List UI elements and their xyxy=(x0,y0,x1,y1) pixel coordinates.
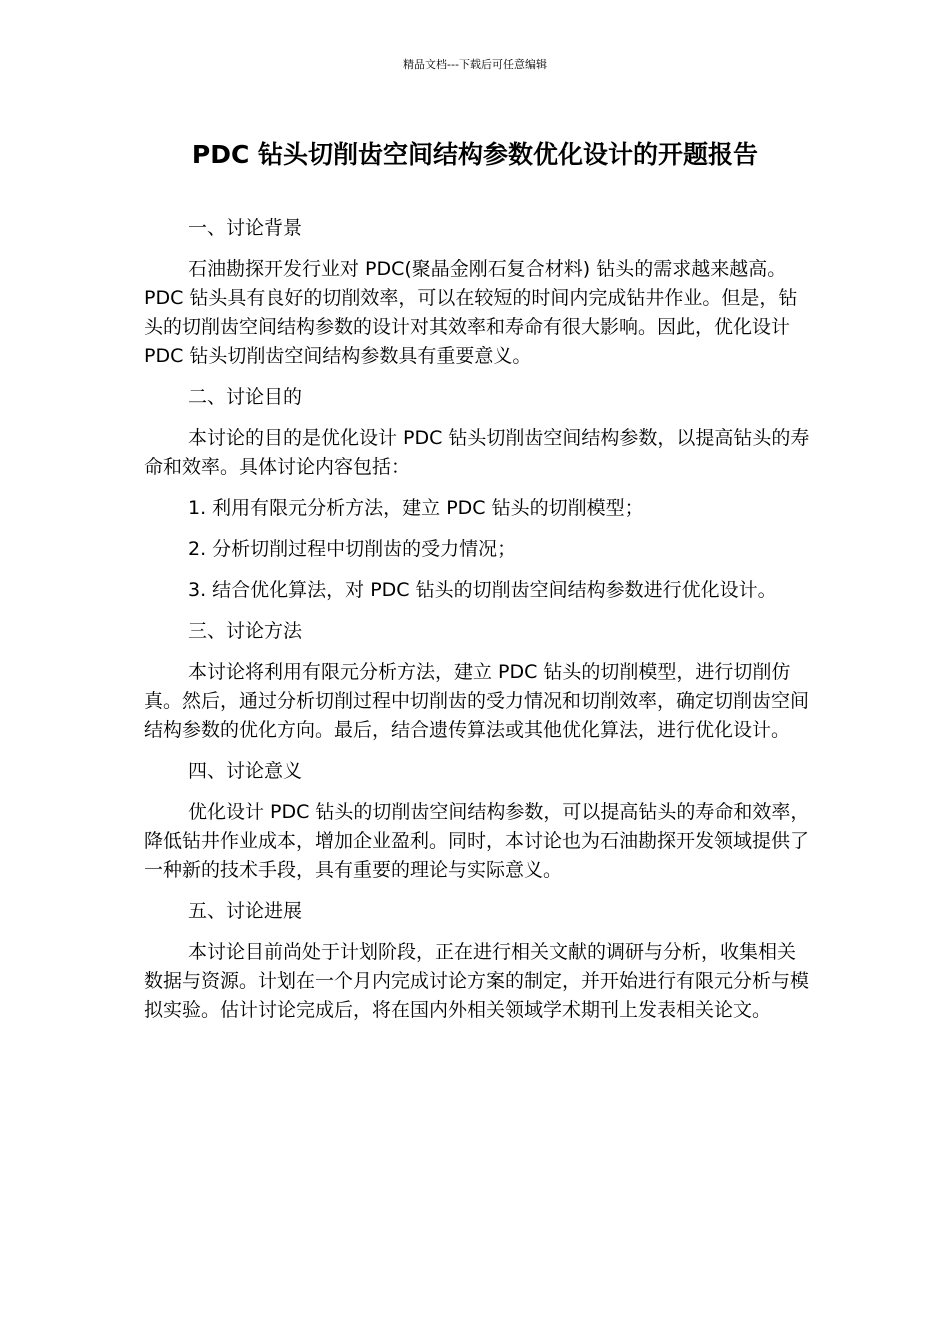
section-progress xyxy=(144,897,814,1025)
document-body xyxy=(144,214,814,1037)
section-significance xyxy=(144,757,814,885)
section-heading: 三、讨论方法 xyxy=(188,620,303,642)
document-title: PDC 钻头切削齿空间结构参数优化设计的开题报告 xyxy=(191,140,759,169)
section-background xyxy=(144,214,814,371)
list-item: 1. 利用有限元分析方法，建立 PDC 钻头的切削模型； xyxy=(188,497,644,519)
section-paragraph: 本讨论的目的是优化设计 PDC 钻头切削齿空间结构参数，以提高钻头的寿命和效率。具体讨论内容包括： xyxy=(144,427,810,478)
page-header: 精品文档---下载后可任意编辑 xyxy=(403,58,547,71)
list-item: 2. 分析切削过程中切削齿的受力情况； xyxy=(188,538,517,560)
section-method xyxy=(144,617,814,745)
section-heading: 二、讨论目的 xyxy=(188,386,303,408)
list-item: 3. 结合优化算法，对 PDC 钻头的切削齿空间结构参数进行优化设计。 xyxy=(188,579,777,601)
section-heading: 一、讨论背景 xyxy=(188,217,303,239)
section-paragraph: 石油勘探开发行业对 PDC(聚晶金刚石复合材料) 钻头的需求越来越高。PDC 钻头具有良好的切削效率，可以在较短的时间内完成钻井作业。但是，钻头的切削齿空间结构参数的设计对其效率和寿命有很大影响。因此，优化设计 PDC 钻头切削齿空间结构参数具有重要意义。 xyxy=(144,258,798,367)
section-heading: 四、讨论意义 xyxy=(188,760,303,782)
section-paragraph: 本讨论目前尚处于计划阶段，正在进行相关文献的调研与分析，收集相关数据与资源。计划在一个月内完成讨论方案的制定，并开始进行有限元分析与模拟实验。估计讨论完成后，将在国内外相关领域学术期刊上发表相关论文。 xyxy=(144,941,810,1021)
section-purpose xyxy=(144,383,814,605)
section-heading: 五、讨论进展 xyxy=(188,900,303,922)
section-paragraph: 优化设计 PDC 钻头的切削齿空间结构参数，可以提高钻头的寿命和效率，降低钻井作业成本，增加企业盈利。同时，本讨论也为石油勘探开发领域提供了一种新的技术手段，具有重要的理论与实际意义。 xyxy=(144,801,810,881)
section-paragraph: 本讨论将利用有限元分析方法，建立 PDC 钻头的切削模型，进行切削仿真。然后，通过分析切削过程中切削齿的受力情况和切削效率，确定切削齿空间结构参数的优化方向。最后，结合遗传算法或其他优化算法，进行优化设计。 xyxy=(144,661,810,741)
